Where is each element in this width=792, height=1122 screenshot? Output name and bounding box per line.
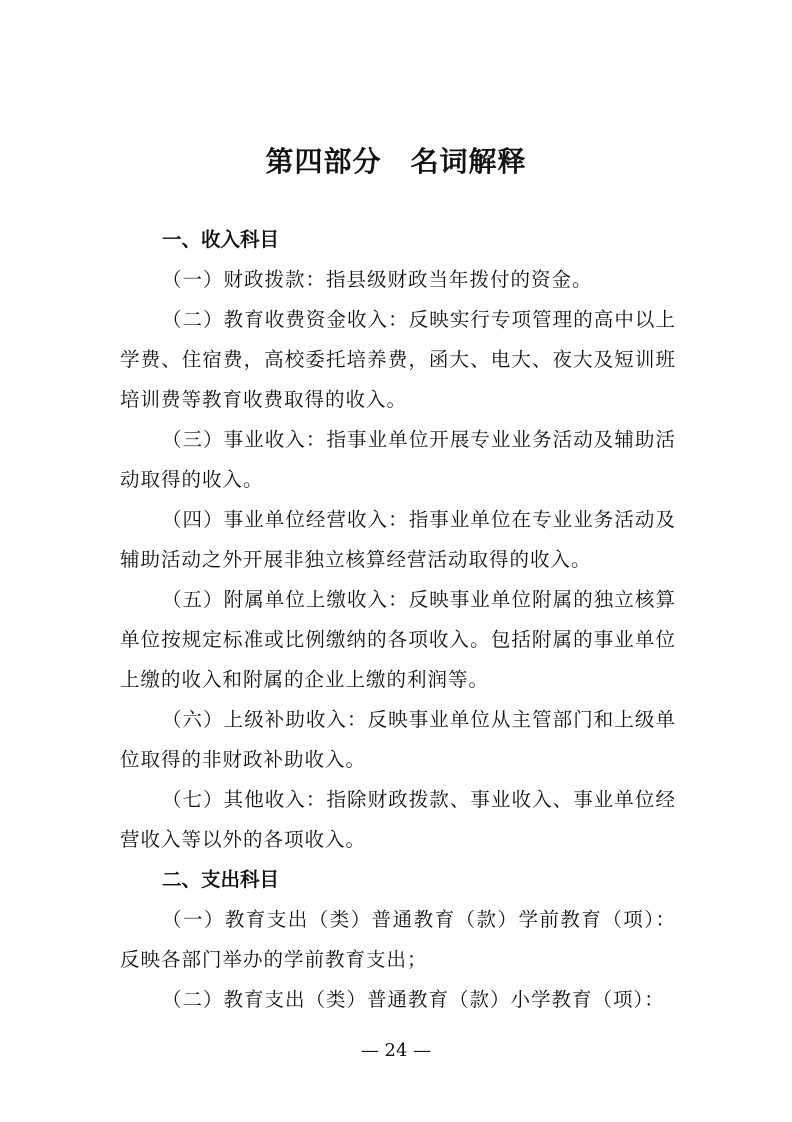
paragraph-primary-education: （二）教育支出（类）普通教育（款）小学教育（项）： — [162, 988, 665, 1011]
paragraph-operating-income: （四）事业单位经营收入：指事业单位在专业业务活动及辅助活动之外开展非独立核算经营活动取得的收入。 — [120, 508, 676, 571]
paragraph-education-fees: （二）教育收费资金收入：反映实行专项管理的高中以上学费、住宿费，高校委托培养费，函大、电大、夜大及短训班培训费等教育收费取得的收入。 — [120, 308, 676, 411]
paragraph-fiscal-appropriation: （一）财政拨款：指县级财政当年拨付的资金。 — [162, 268, 593, 291]
document-body — [120, 220, 676, 1020]
paragraph-superior-subsidy: （六）上级补助收入：反映事业单位从主管部门和上级单位取得的非财政补助收入。 — [120, 708, 676, 771]
section-heading-expenditure: 二、支出科目 — [162, 868, 280, 891]
page-title: 第四部分 名词解释 — [265, 145, 527, 178]
paragraph-other-income: （七）其他收入：指除财政拨款、事业收入、事业单位经营收入等以外的各项收入。 — [120, 788, 676, 851]
section-heading-income: 一、收入科目 — [162, 228, 280, 251]
paragraph-preschool-education: （一）教育支出（类）普通教育（款）学前教育（项）：反映各部门举办的学前教育支出； — [120, 908, 676, 971]
page-number: — 24 — — [360, 1040, 432, 1061]
paragraph-business-income: （三）事业收入：指事业单位开展专业业务活动及辅助活动取得的收入。 — [120, 428, 676, 491]
paragraph-affiliated-income: （五）附属单位上缴收入：反映事业单位附属的独立核算单位按规定标准或比例缴纳的各项收入。包括附属的事业单位上缴的收入和附属的企业上缴的利润等。 — [120, 588, 676, 691]
